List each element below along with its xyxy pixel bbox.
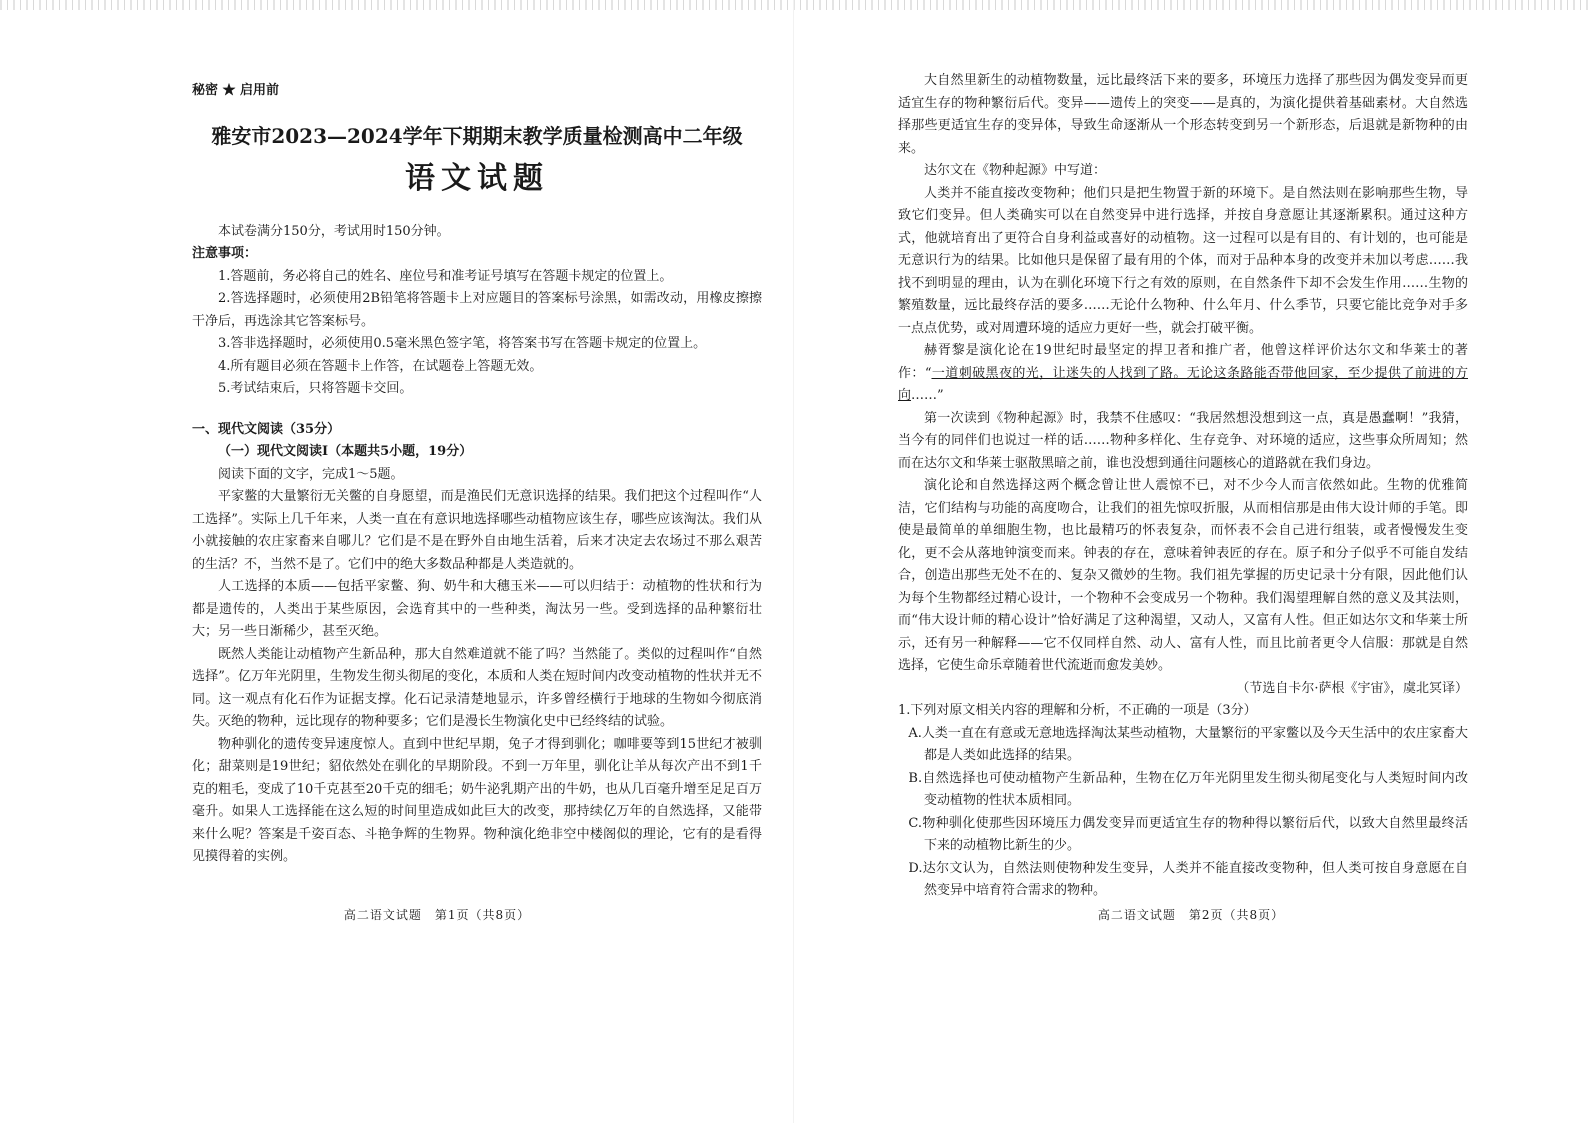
option-a: A.人类一直在有意或无意地选择淘汰某些动植物，大量繁衍的平家鳖以及今天生活中的农庄家畜大都是人类如此选择的结果。 bbox=[908, 725, 1468, 763]
notice-item: 1.答题前，务必将自己的姓名、座位号和准考证号填写在答题卡规定的位置上。 bbox=[218, 268, 673, 284]
passage-paragraph: 大自然里新生的动植物数量，远比最终活下来的要多，环境压力选择了那些因为偶发变异而更适宜生存的物种繁衍后代。变异——遗传上的突变——是真的，为演化提供着基础素材。大自然选择那些更适宜生存的变异体，导致生命逐渐从一个形态转变到另一个新形态，后退就是新物种的由来。 bbox=[898, 73, 1468, 156]
notice-item: 5.考试结束后，只将答题卡交回。 bbox=[218, 381, 413, 396]
passage-paragraph: 物种驯化的遗传变异速度惊人。直到中世纪早期，兔子才得到驯化；咖啡要等到15世纪才被驯化；甜菜则是19世纪；貂依然处在驯化的早期阶段。不到一万年里，驯化让羊从每次产出不到1千克的粗毛，变成了10千克甚至20千克的细毛；奶牛泌乳期产出的牛奶，也从几百毫升增至足足百万毫升。如果人工选择能在这么短的时间里造成如此巨大的改变，那持续亿万年的自然选择，又能带来什么呢？答案是千姿百态、斗艳争辉的生物界。物种演化绝非空中楼阁似的理论，它有的是看得见摸得着的实例。 bbox=[192, 736, 762, 864]
passage-paragraph: 既然人类能让动植物产生新品种，那大自然难道就不能了吗？当然能了。类似的过程叫作“自然选择”。亿万年光阴里，生物发生彻头彻尾的变化，本质和人类在短时间内改变动植物的性状并无不同。这一观点有化石作为证据支撑。化石记录清楚地显示，许多曾经横行于地球的生物如今彻底消失。灭绝的物种，远比现存的物种要多；它们是漫长生物演化史中已经终结的试验。 bbox=[192, 646, 762, 729]
question-options bbox=[898, 723, 1468, 903]
subject-title: 语文试题 bbox=[405, 160, 549, 196]
page-1-footer: 高二语文试题 第1页（共8页） bbox=[343, 908, 531, 922]
question-stem: 1.下列对原文相关内容的理解和分析，不正确的一项是（3分） bbox=[898, 703, 1257, 718]
notice-item: 3.答非选择题时，必须使用0.5毫米黑色签字笔，将答案书写在答题卡规定的位置上。 bbox=[218, 336, 707, 351]
notice-item: 2.答选择题时，必须使用2B铅笔将答题卡上对应题目的答案标号涂黑，如需改动，用橡皮擦擦干净后，再选涂其它答案标号。 bbox=[192, 291, 762, 329]
notice-heading: 注意事项： bbox=[192, 246, 258, 261]
page-1-content bbox=[192, 80, 762, 869]
subsection-heading: （一）现代文阅读Ⅰ（本题共5小题，19分） bbox=[218, 444, 473, 459]
huxley-underlined-quote: 一道刺破黑夜的光，让迷失的人找到了路。无论这条路能否带他回家，至少提供了前进的方向 bbox=[898, 365, 1468, 403]
passage-paragraph: 第一次读到《物种起源》时，我禁不住感叹：“我居然想没想到这一点，真是愚蠢啊！”我猜，当今有的同伴们也说过一样的话……物种多样化、生存竞争、对环境的适应，这些事众所周知；然而在达尔文和华莱士驱散黑暗之前，谁也没想到通往问题核心的道路就在我们身边。 bbox=[898, 410, 1468, 471]
page-2 bbox=[794, 0, 1588, 1123]
option-b: B.自然选择也可使动植物产生新品种，生物在亿万年光阴里发生彻头彻尾变化与人类短时间内改变动植物的性状本质相同。 bbox=[908, 770, 1468, 808]
page-2-content bbox=[898, 70, 1468, 903]
notice-list bbox=[192, 266, 762, 401]
passage-source: （节选自卡尔·萨根《宇宙》，虞北冥译） bbox=[1236, 680, 1468, 696]
secret-mark: 秘密 ★ 启用前 bbox=[192, 83, 280, 98]
passage-paragraph: 平家鳖的大量繁衍无关鳖的自身愿望，而是渔民们无意识选择的结果。我们把这个过程叫作“人工选择”。实际上几千年来，人类一直在有意识地选择哪些动植物应该生存，哪些应该淘汰。我们从小就接触的农庄家畜来自哪儿？它们是不是在野外自由地生活着，后来才决定去农场过不那么艰苦的生活？不，当然不是了。它们中的绝大多数品种都是人类造就的。 bbox=[192, 489, 762, 572]
exam-title: 雅安市2023—2024学年下期期末教学质量检测高中二年级 bbox=[211, 123, 743, 148]
option-d: D.达尔文认为，自然法则使物种发生变异，人类并不能直接改变物种，但人类可按自身意愿在自然变异中培育符合需求的物种。 bbox=[908, 860, 1468, 898]
huxley-intro: 赫胥黎是演化论在19世纪时最坚定的捍卫者和推广者，他曾这样评价达尔文和华莱士的著作：“ bbox=[898, 343, 1468, 381]
intro-text: 本试卷满分150分，考试用时150分钟。 bbox=[218, 223, 450, 239]
page-2-footer: 高二语文试题 第2页（共8页） bbox=[1097, 908, 1285, 922]
huxley-quote-end: ……” bbox=[911, 388, 944, 403]
notice-item: 4.所有题目必须在答题卡上作答，在试题卷上答题无效。 bbox=[218, 358, 543, 374]
huxley-paragraph bbox=[898, 340, 1468, 408]
passage-paragraph: 人工选择的本质——包括平家鳖、狗、奶牛和大穗玉米——可以归结于：动植物的性状和行为都是遗传的，人类出于某些原因，会选育其中的一些种类，淘汰另一些。受到选择的品种繁衍壮大；另一些日渐稀少，甚至灭绝。 bbox=[192, 579, 762, 639]
option-c: C.物种驯化使那些因环境压力偶发变异而更适宜生存的物种得以繁衍后代，以致大自然里最终活下来的动植物比新生的少。 bbox=[908, 815, 1468, 853]
passage-paragraph: 演化论和自然选择这两个概念曾让世人震惊不已，对不少今人而言依然如此。生物的优雅简洁，它们结构与功能的高度吻合，让我们的祖先惊叹折服，从而相信那是由伟大设计师的手笔。即使是最简单的单细胞生物，也比最精巧的怀表复杂，而怀表不会自己进行组装，或者慢慢发生变化，更不会从落地钟演变而来。钟表的存在，意味着钟表匠的存在。原子和分子似乎不可能自发结合，创造出那些无处不在的、复杂又微妙的生物。我们祖先掌握的历史记录十分有限，因此他们认为每个生物都经过精心设计，一个物种不会变成另一个物种。我们渴望理解自然的意义及其法则，而“伟大设计师的精心设计”恰好满足了这种渴望，又动人，又富有人性。但正如达尔文和华莱士所示，还有另一种解释——它不仅同样自然、动人、富有人性，而且比前者更令人信服：那就是自然选择，它使生命乐章随着世代流逝而愈发美妙。 bbox=[898, 478, 1468, 673]
section-heading: 一、现代文阅读（35分） bbox=[192, 421, 341, 437]
passage-paragraph: 达尔文在《物种起源》中写道： bbox=[924, 163, 1107, 178]
reading-instruction: 阅读下面的文字，完成1～5题。 bbox=[218, 466, 404, 482]
darwin-quote: 人类并不能直接改变物种；他们只是把生物置于新的环境下。是自然法则在影响那些生物，导致它们变异。但人类确实可以在自然变异中进行选择，并按自身意愿让其逐渐累积。通过这种方式，他就培育出了更符合自身利益或喜好的动植物。这一过程可以是有目的、有计划的，也可能是无意识行为的结果。比如他只是保留了最有用的个体，而对于品种本身的改变并未加以考虑……我找不到明显的理由，认为在驯化环境下行之有效的原则，在自然条件下却不会发生作用……生物的繁殖数量，远比最终存活的要多……无论什么物种、什么年月、什么季节，只要它能比竞争对手多一点点优势，或对周遭环境的适应力更好一些，就会打破平衡。 bbox=[898, 185, 1468, 336]
